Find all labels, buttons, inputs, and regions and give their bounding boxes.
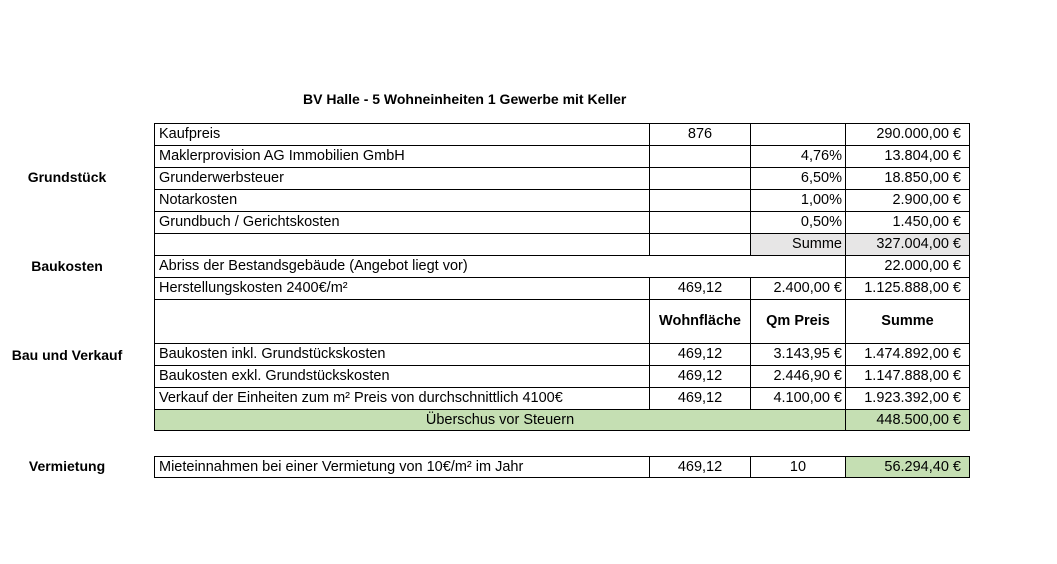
column-header-area[interactable]: Wohnfläche bbox=[649, 299, 750, 343]
table-row bbox=[154, 387, 970, 409]
cell-label[interactable]: Baukosten inkl. Grundstückskosten bbox=[154, 343, 649, 365]
cell-label[interactable]: Verkauf der Einheiten zum m² Preis von durchschnittlich 4100€ bbox=[154, 387, 649, 409]
cell-qty[interactable]: 876 bbox=[649, 123, 750, 145]
cell-subtotal-label[interactable]: Summe bbox=[750, 233, 845, 255]
section-label-bau-verkauf: Bau und Verkauf bbox=[11, 347, 123, 363]
cell-qty[interactable] bbox=[649, 167, 750, 189]
cell-rate[interactable]: 2.446,90 € bbox=[750, 365, 845, 387]
cell-sum[interactable]: 2.900,00 € bbox=[845, 189, 970, 211]
table-row bbox=[154, 211, 970, 233]
table-row bbox=[154, 123, 970, 145]
cell-rate[interactable]: 0,50% bbox=[750, 211, 845, 233]
cell-sum[interactable]: 1.450,00 € bbox=[845, 211, 970, 233]
cell-rate[interactable] bbox=[750, 123, 845, 145]
cell-label[interactable] bbox=[154, 233, 649, 255]
cell-qty[interactable]: 469,12 bbox=[649, 387, 750, 409]
cell-surplus-label[interactable]: Überschus vor Steuern bbox=[154, 409, 845, 431]
cell-label[interactable]: Mieteinnahmen bei einer Vermietung von 10€/m² im Jahr bbox=[154, 456, 649, 478]
cell-sum[interactable]: 1.923.392,00 € bbox=[845, 387, 970, 409]
cell-qty[interactable]: 469,12 bbox=[649, 456, 750, 478]
table-header-row bbox=[154, 299, 970, 343]
cell-label[interactable]: Kaufpreis bbox=[154, 123, 649, 145]
table-row bbox=[154, 167, 970, 189]
cell-sum[interactable]: 13.804,00 € bbox=[845, 145, 970, 167]
cell-rate[interactable]: 6,50% bbox=[750, 167, 845, 189]
column-header-price[interactable]: Qm Preis bbox=[750, 299, 845, 343]
cell-qty[interactable]: 469,12 bbox=[649, 277, 750, 299]
table-row bbox=[154, 365, 970, 387]
cell-surplus-value[interactable]: 448.500,00 € bbox=[845, 409, 970, 431]
table-row bbox=[154, 255, 970, 277]
cell-label[interactable]: Grunderwerbsteuer bbox=[154, 167, 649, 189]
cell-label[interactable]: Maklerprovision AG Immobilien GmbH bbox=[154, 145, 649, 167]
cell-qty[interactable] bbox=[649, 211, 750, 233]
cell-rental-sum[interactable]: 56.294,40 € bbox=[845, 456, 970, 478]
cell-qty[interactable]: 469,12 bbox=[649, 365, 750, 387]
table-row bbox=[154, 277, 970, 299]
cell-label[interactable]: Abriss der Bestandsgebäude (Angebot liegt vor) bbox=[154, 255, 845, 277]
cell-qty[interactable] bbox=[649, 233, 750, 255]
sheet-title: BV Halle - 5 Wohneinheiten 1 Gewerbe mit Keller bbox=[303, 91, 627, 107]
cell-rate[interactable]: 10 bbox=[750, 456, 845, 478]
cell-rate[interactable]: 1,00% bbox=[750, 189, 845, 211]
cell-qty[interactable]: 469,12 bbox=[649, 343, 750, 365]
table-row-rental bbox=[154, 456, 970, 478]
cell-rate[interactable]: 2.400,00 € bbox=[750, 277, 845, 299]
cell-empty[interactable] bbox=[154, 299, 649, 343]
cell-rate[interactable]: 3.143,95 € bbox=[750, 343, 845, 365]
cell-qty[interactable] bbox=[649, 145, 750, 167]
table-row bbox=[154, 343, 970, 365]
cell-sum[interactable]: 1.474.892,00 € bbox=[845, 343, 970, 365]
cell-label[interactable]: Notarkosten bbox=[154, 189, 649, 211]
section-label-grundstueck: Grundstück bbox=[27, 169, 107, 185]
cell-sum[interactable]: 1.147.888,00 € bbox=[845, 365, 970, 387]
cell-label[interactable]: Baukosten exkl. Grundstückskosten bbox=[154, 365, 649, 387]
cell-sum[interactable]: 1.125.888,00 € bbox=[845, 277, 970, 299]
cell-label[interactable]: Herstellungskosten 2400€/m² bbox=[154, 277, 649, 299]
cell-sum[interactable]: 290.000,00 € bbox=[845, 123, 970, 145]
table-row-surplus bbox=[154, 409, 970, 431]
table-row bbox=[154, 145, 970, 167]
cell-subtotal-value[interactable]: 327.004,00 € bbox=[845, 233, 970, 255]
cell-rate[interactable]: 4.100,00 € bbox=[750, 387, 845, 409]
column-header-sum[interactable]: Summe bbox=[845, 299, 970, 343]
cell-qty[interactable] bbox=[649, 189, 750, 211]
cell-rate[interactable]: 4,76% bbox=[750, 145, 845, 167]
section-label-vermietung: Vermietung bbox=[28, 458, 106, 474]
cell-sum[interactable]: 18.850,00 € bbox=[845, 167, 970, 189]
table-row-subtotal bbox=[154, 233, 970, 255]
cell-sum[interactable]: 22.000,00 € bbox=[845, 255, 970, 277]
cell-label[interactable]: Grundbuch / Gerichtskosten bbox=[154, 211, 649, 233]
section-label-baukosten: Baukosten bbox=[31, 258, 103, 274]
table-row bbox=[154, 189, 970, 211]
